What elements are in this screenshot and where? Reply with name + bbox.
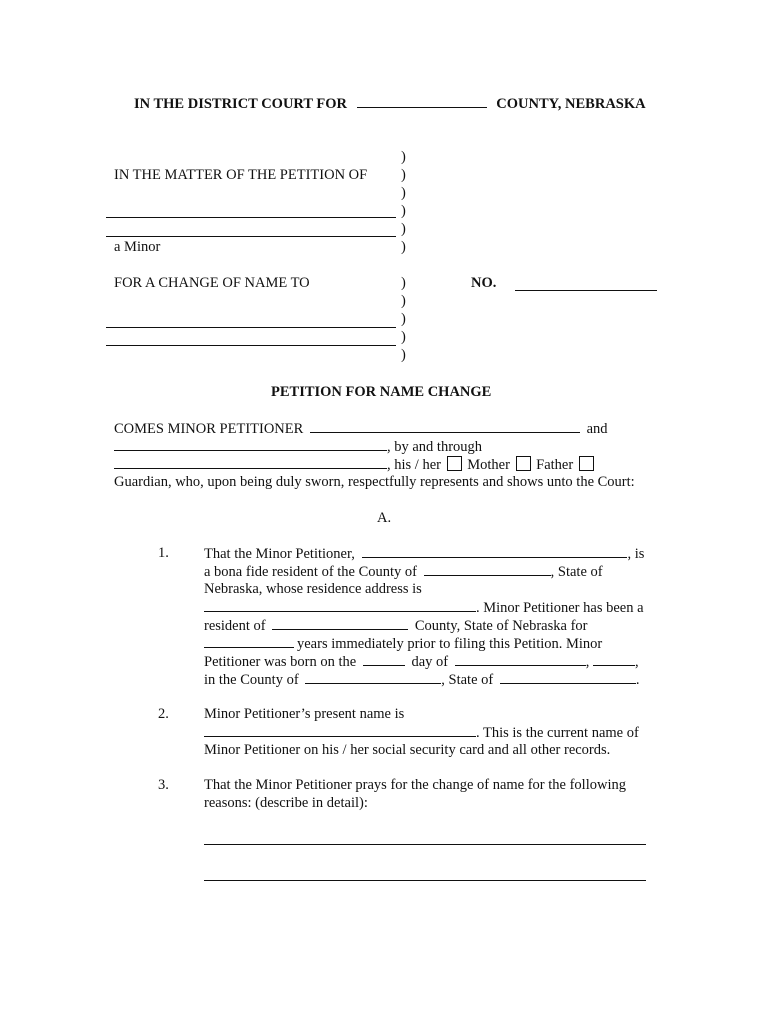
item-1-text: . Minor Petitioner has been a [476,600,644,616]
item-1-text: resident of [204,618,266,634]
and-text: and [586,421,608,437]
court-header-suffix: COUNTY, NEBRASKA [496,96,646,112]
item-2-number: 2. [158,706,169,722]
item-1-text: That the Minor Petitioner, [204,546,355,562]
guardian-line: Guardian, who, upon being duly sworn, respectfully represents and shows unto the Court: [114,474,635,490]
father-label: Father [536,457,574,473]
intro-line-1 [114,419,608,438]
birth-county-blank[interactable] [305,670,441,684]
new-name-line-1[interactable] [106,327,396,328]
item-2-text: . This is the current name of [476,725,639,741]
item-1-text: years immediately prior to filing this Petition. Minor [297,636,603,652]
caption-paren: ) [401,185,406,201]
birth-day-blank[interactable] [363,652,405,666]
county-blank[interactable] [357,94,487,108]
petitioner-name-line-1[interactable] [106,217,396,218]
item-1-text: Petitioner was born on the [204,654,357,670]
representative-name-blank-2[interactable] [114,455,387,469]
item-1-line-6 [204,634,602,653]
new-name-line-2[interactable] [106,345,396,346]
caption-paren: ) [401,311,406,327]
item-1-line-8 [204,670,639,689]
reasons-line-2[interactable] [204,880,646,881]
item-1-text: , is [627,546,645,562]
representative-name-blank[interactable] [114,437,387,451]
item-1-line-3: Nebraska, whose residence address is [204,581,422,597]
item-1-text: day of [411,654,449,670]
caption-paren: ) [401,293,406,309]
item-1-line-2 [204,562,603,581]
mother-checkbox[interactable] [447,456,462,471]
caption-paren: ) [401,239,406,255]
caption-paren: ) [401,329,406,345]
item-1-text: , [585,654,590,670]
change-to-label: FOR A CHANGE OF NAME TO [114,275,310,291]
item-2-line-3: Minor Petitioner on his / her social security card and all other records. [204,742,611,758]
item-2-line-2 [204,723,639,742]
item-1-text: , [635,654,639,670]
item-1-line-4 [204,598,644,617]
caption-paren: ) [401,149,406,165]
item-1-line-1 [204,544,644,563]
petitioner-name-line-2[interactable] [106,236,396,237]
item-1-text: in the County of [204,672,299,688]
document-title: PETITION FOR NAME CHANGE [271,384,492,400]
section-a-heading: A. [377,510,392,526]
comes-text: COMES MINOR PETITIONER [114,421,304,437]
item-3-number: 3. [158,777,169,793]
caption-paren: ) [401,167,406,183]
court-header-prefix: IN THE DISTRICT COURT FOR [134,96,348,112]
caption-paren: ) [401,203,406,219]
item-1-text: , State of [550,564,603,580]
court-header [134,94,646,113]
caption-paren: ) [401,275,406,291]
father-checkbox[interactable] [516,456,531,471]
item-1-text: County, State of Nebraska for [414,618,588,634]
years-blank[interactable] [204,634,294,648]
item-1-line-5 [204,616,587,635]
mother-label: Mother [467,457,510,473]
item-1-text: , State of [441,672,494,688]
item-1-line-7 [204,652,639,671]
birth-month-blank[interactable] [455,652,586,666]
resident-county-blank[interactable] [272,616,408,630]
caption-paren: ) [401,347,406,363]
reasons-line-1[interactable] [204,844,646,845]
case-no-label: NO. [471,275,497,291]
item-1-number: 1. [158,545,169,561]
intro-line-3 [114,455,596,474]
matter-label: IN THE MATTER OF THE PETITION OF [114,167,368,183]
minor-petitioner-blank[interactable] [362,544,627,558]
guardian-checkbox[interactable] [579,456,594,471]
case-no-line[interactable] [515,290,657,291]
birth-state-blank[interactable] [500,670,636,684]
minor-label: a Minor [114,239,161,255]
item-1-text: a bona fide resident of the County of [204,564,418,580]
item-3-line-1: That the Minor Petitioner prays for the change of name for the following [204,777,626,793]
minor-petitioner-name-blank[interactable] [310,419,580,433]
present-name-blank[interactable] [204,723,476,737]
his-her-text: , his / her [387,457,441,473]
intro-line-2 [114,437,482,456]
county-of-residence-blank[interactable] [424,562,551,576]
item-2-line-1: Minor Petitioner’s present name is [204,706,405,722]
birth-year-blank[interactable] [593,652,635,666]
item-1-text: . [635,672,640,688]
caption-paren: ) [401,221,406,237]
by-through-text: , by and through [387,439,483,455]
residence-address-blank[interactable] [204,598,476,612]
item-3-line-2: reasons: (describe in detail): [204,795,368,811]
